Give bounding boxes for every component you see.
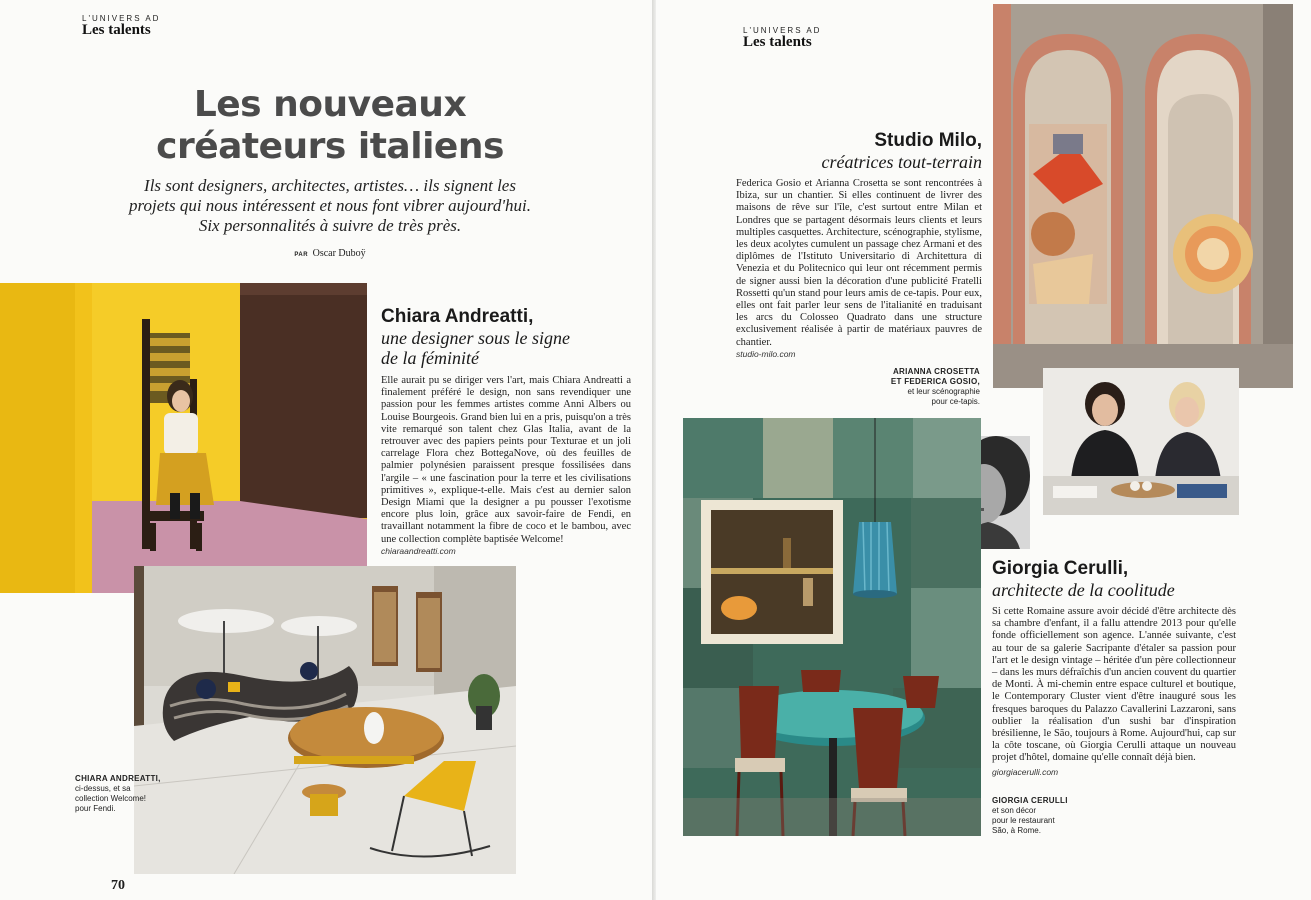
caption-line: pour le restaurant xyxy=(992,816,1055,825)
caption-line: et leur scénographie xyxy=(907,387,980,396)
studio-body: Federica Gosio et Arianna Crosetta se sont rencontrées à Ibiza, sur un chantier. Si elles continuent de livrer des maisons de rêve sur l'île, c'est surtout entre Milan et Londres que se partagent désormais leurs clients et leurs multiples casquettes. Architecture, scénographie, stylisme, les deux acolytes cumulent un passage chez Armani et des diplômes de l'Istituto Universitario di Architettura di Venezia et du Politecnico qui leur ont récemment permis de signer aussi bien la décoration d'une publicité Fratelli Rossetti qu'un stand pour leurs amis de ce-tapis. Pour eux, elles ont fait parler leur sens de l'italianité en traduisant les arcs du Colosseo Quadrato dans une structure exclusivement réalisée à partir de matériaux pauvres de chantier. xyxy=(736,178,982,348)
article-headline xyxy=(110,84,550,168)
website-link[interactable]: chiaraandreatti.com xyxy=(381,545,456,556)
studio-caption xyxy=(866,367,980,407)
caption-name: ARIANNA CROSETTA xyxy=(892,367,980,376)
caption-name: CHIARA ANDREATTI, xyxy=(75,774,161,783)
section-title: Les talents xyxy=(743,34,812,50)
sao-restaurant-photo xyxy=(683,418,981,836)
section-kicker: L'UNIVERS AD xyxy=(82,14,161,23)
architect-role: architecte de la coolitude xyxy=(992,580,1175,600)
section-kicker: L'UNIVERS AD xyxy=(743,26,822,35)
chiara-caption xyxy=(75,774,175,814)
profile-body: Elle aurait pu se diriger vers l'art, mais Chiara Andreatti a finalement préféré le design, non sans revendiquer une passion pour les femmes artistes comme Anni Albers ou Louise Bourgeois. Grand bien lui en a pris, puisqu'on a très vite remarqué son talent chez Glas Italia, avant de la retrouver avec des papiers peints pour Texturae et un joli carrelage Flora chez BottegaNove, où des feuilles de palmier polynésien paraissent presque fossilisées dans l'argile – « une fascination pour la terre et les civilisations primitives », explique-t-elle. Mais c'est au dernier salon Design Miami que la designer a pu pousser l'exotisme encore plus loin, grâce aux savoir-faire de Fendi, en travaillant notamment la fibre de coco et le bambou, avec une collection complète baptisée Welcome! xyxy=(381,375,631,545)
left-page xyxy=(0,0,652,900)
article-standfirst xyxy=(120,176,540,236)
caption-name: GIORGIA CERULLI xyxy=(992,796,1068,805)
headline-line: créateurs italiens xyxy=(156,126,504,167)
standfirst-line: Ils sont designers, architectes, artistes… ils signent les xyxy=(144,176,516,195)
caption-name: ET FEDERICA GOSIO, xyxy=(890,377,980,386)
caption-line: et son décor xyxy=(992,806,1037,815)
studio-name: Studio Milo, xyxy=(874,130,982,151)
chiara-portrait-photo xyxy=(0,283,367,593)
fendi-collection-photo xyxy=(134,566,516,874)
designer-role: une designer sous le signe xyxy=(381,328,570,348)
designer-name: Chiara Andreatti, xyxy=(381,306,534,327)
studio-milo-portrait xyxy=(1043,368,1239,515)
website-link[interactable]: giorgiacerulli.com xyxy=(992,766,1059,777)
designer-role: de la féminité xyxy=(381,348,479,368)
headline-line: Les nouveaux xyxy=(193,84,467,125)
website-link[interactable]: studio-milo.com xyxy=(736,348,796,359)
section-title: Les talents xyxy=(82,22,151,38)
giorgia-caption xyxy=(992,796,1112,836)
standfirst-line: Six personnalités à suivre de très près. xyxy=(198,216,462,235)
page-number: 70 xyxy=(111,878,125,893)
caption-line: pour Fendi. xyxy=(75,804,116,813)
giorgia-profile xyxy=(992,558,1236,778)
byline-author: Oscar Duboÿ xyxy=(312,248,366,259)
caption-line: collection Welcome! xyxy=(75,794,146,803)
byline-prefix: PAR xyxy=(294,252,309,258)
arches-scenography-photo xyxy=(993,4,1293,388)
standfirst-line: projets qui nous intéressent et nous font vibrer aujourd'hui. xyxy=(128,196,531,215)
chiara-profile xyxy=(381,306,631,557)
right-page xyxy=(656,0,1311,900)
studio-milo-profile xyxy=(736,130,982,360)
caption-line: São, à Rome. xyxy=(992,826,1041,835)
byline xyxy=(200,248,460,259)
architect-name: Giorgia Cerulli, xyxy=(992,558,1129,579)
giorgia-body: Si cette Romaine assure avoir décidé d'être architecte dès sa chambre d'enfant, il a fallu attendre 2013 pour qu'elle fonde officiellement son agence. L'année suivante, c'est au tour de sa galerie Sacripante d'étaler sa passion pour l'art et le design vintage – héritée d'un père collectionneur – dans les murs défraîchis d'un ancien couvent du quartier de Monti. À mi-chemin entre espace culturel et boutique, le Contemporary Cluster vient d'être inauguré sous les fresques baroques du Palazzo Cavallerini Lazzaroni, sans oublier la réalisation d'un sushi bar d'inspiration brésilienne, le São, toujours à Rome. Aujourd'hui, cap sur la côte toscane, où Giorgia Cerulli attaque un nouveau projet d'hôtel, domaine qu'elle connaît déjà bien. xyxy=(992,606,1236,764)
caption-line: pour ce-tapis. xyxy=(931,397,980,406)
studio-role: créatrices tout-terrain xyxy=(821,152,982,172)
caption-line: ci-dessus, et sa xyxy=(75,784,131,793)
